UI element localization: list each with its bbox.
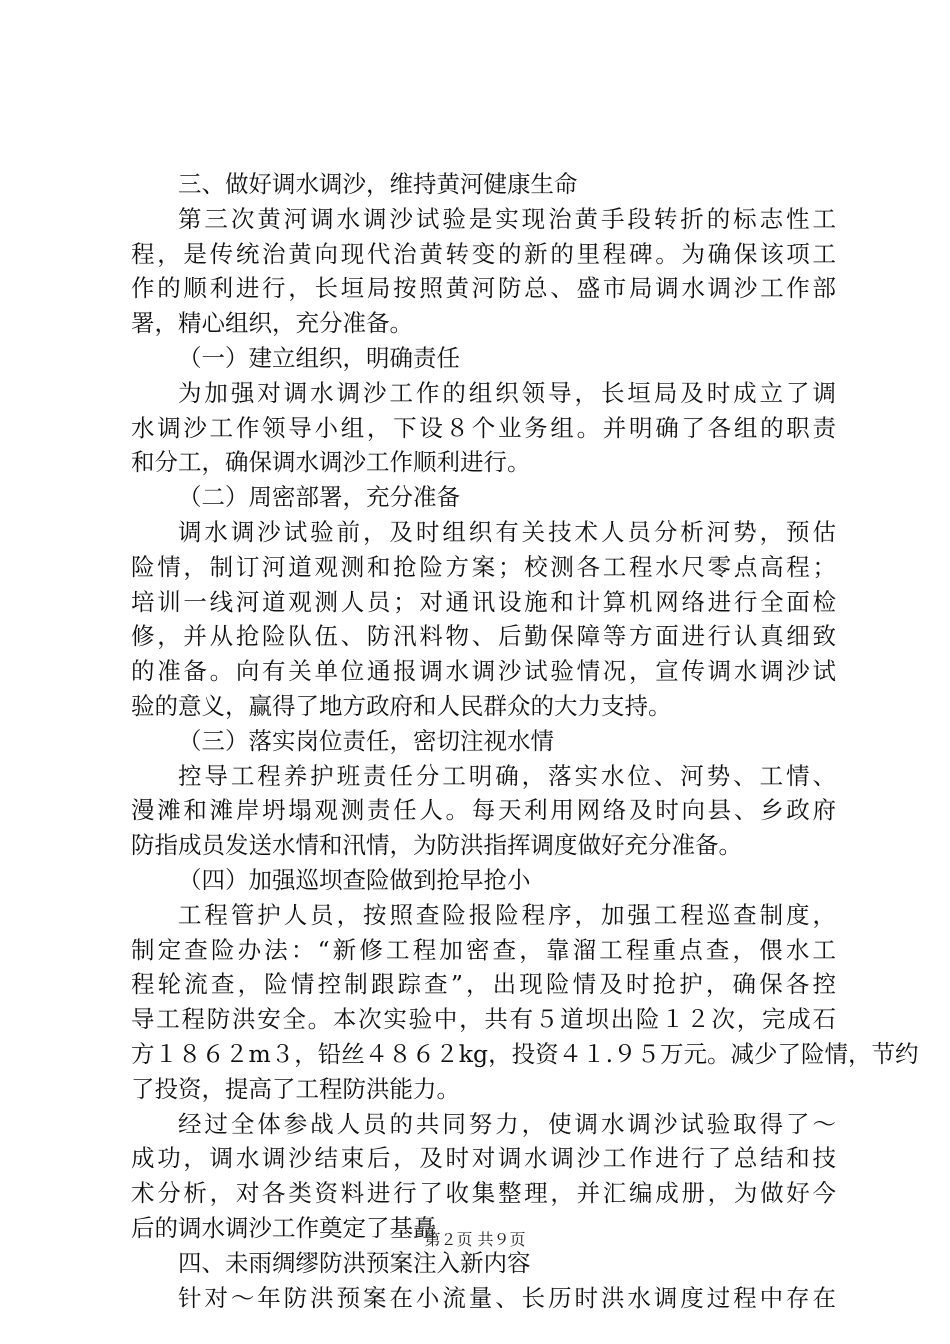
text-line: 作的顺利进行，长垣局按照黄河防总、盛市局调水调沙工作部 bbox=[131, 274, 836, 303]
text-line: 防指成员发送水情和汛情，为防洪指挥调度做好充分准备。 bbox=[131, 831, 742, 860]
text-line: 术分析，对各类资料进行了收集整理，并汇编成册，为做好今 bbox=[131, 1179, 836, 1208]
document-body bbox=[131, 167, 919, 1315]
text-line: 修，并从抢险队伍、防汛料物、后勤保障等方面进行认真细致 bbox=[131, 622, 836, 651]
text-line: 程轮流查，险情控制跟踪查”，出现险情及时抢护，确保各控 bbox=[131, 970, 836, 999]
text-line: 险情，制订河道观测和抢险方案；校测各工程水尺零点高程； bbox=[131, 552, 836, 581]
text-line: 四、未雨绸缪防洪预案注入新内容 bbox=[178, 1248, 531, 1277]
text-line: 程，是传统治黄向现代治黄转变的新的里程碑。为确保该项工 bbox=[131, 239, 836, 268]
text-line: 培训一线河道观测人员；对通讯设施和计算机网络进行全面检 bbox=[131, 587, 836, 616]
text-line: 了投资，提高了工程防洪能力。 bbox=[131, 1074, 460, 1103]
text-line: 为加强对调水调沙工作的组织领导，长垣局及时成立了调 bbox=[178, 378, 836, 407]
text-line: 制定查险办法：“新修工程加密查，靠溜工程重点查，偎水工 bbox=[131, 935, 836, 964]
text-line: 工程管护人员，按照查险报险程序，加强工程巡查制度， bbox=[178, 900, 836, 929]
text-line: 控导工程养护班责任分工明确，落实水位、河势、工情、 bbox=[178, 761, 836, 790]
text-line: （三）落实岗位责任，密切注视水情 bbox=[178, 726, 554, 755]
text-line: 方１８６２m３，铅丝４８６２kg，投资４１.９５万元。减少了险情，节约 bbox=[131, 1039, 919, 1068]
text-line: 针对～年防洪预案在小流量、长历时洪水调度过程中存在 bbox=[178, 1283, 836, 1312]
text-line: 验的意义，赢得了地方政府和人民群众的大力支持。 bbox=[131, 691, 672, 720]
text-line: （一）建立组织，明确责任 bbox=[178, 343, 460, 372]
text-line: （二）周密部署，充分准备 bbox=[178, 483, 460, 512]
text-line: （四）加强巡坝查险做到抢早抢小 bbox=[178, 865, 531, 894]
text-line: 经过全体参战人员的共同努力，使调水调沙试验取得了～ bbox=[178, 1109, 836, 1138]
text-line: 调水调沙试验前，及时组织有关技术人员分析河势，预估 bbox=[178, 517, 836, 546]
text-line: 的准备。向有关单位通报调水调沙试验情况，宣传调水调沙试 bbox=[131, 657, 836, 686]
text-line: 水调沙工作领导小组，下设８个业务组。并明确了各组的职责 bbox=[131, 413, 836, 442]
text-line: 后的调水调沙工作奠定了基矗 bbox=[131, 1213, 437, 1242]
text-line: 署，精心组织，充分准备。 bbox=[131, 309, 413, 338]
text-line: 第三次黄河调水调沙试验是实现治黄手段转折的标志性工 bbox=[178, 204, 836, 233]
text-line: 漫滩和滩岸坍塌观测责任人。每天利用网络及时向县、乡政府 bbox=[131, 796, 836, 825]
text-line: 导工程防洪安全。本次实验中，共有５道坝出险１２次，完成石 bbox=[131, 1005, 836, 1034]
text-line: 成功，调水调沙结束后，及时对调水调沙工作进行了总结和技 bbox=[131, 1144, 836, 1173]
text-line: 和分工，确保调水调沙工作顺利进行。 bbox=[131, 448, 531, 477]
page-footer: 第２页 共９页 bbox=[424, 1230, 526, 1249]
text-line: 三、做好调水调沙，维持黄河健康生命 bbox=[178, 170, 578, 198]
